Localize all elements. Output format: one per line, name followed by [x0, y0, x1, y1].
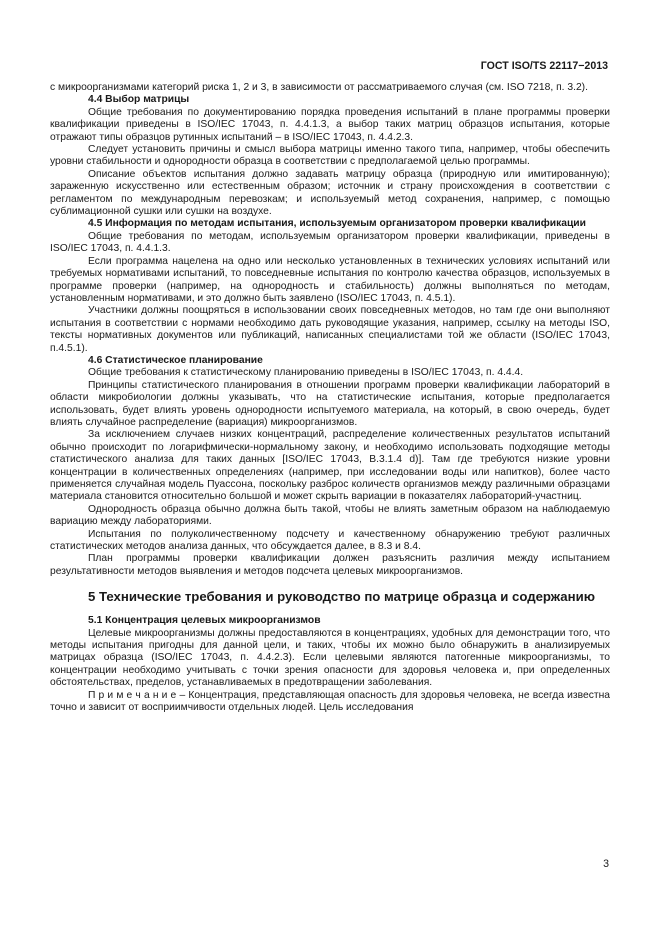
paragraph: Участники должны поощряться в использовании своих повседневных методов, но там где они выполняют испытания в соответствии с нормами необходимо дать руководящие указания, например, ссылку на методы ISO, тексты нормативных документов или публикаций, написанных специалистами той же области (ISO/IEC 17043, п.4.5.1). [50, 305, 610, 354]
paragraph: с микроорганизмами категорий риска 1, 2 и 3, в зависимости от рассматриваемого случая (см. ISO 7218, п. 3.2). [50, 82, 588, 93]
paragraph: Общие требования к статистическому планированию приведены в ISO/IEC 17043, п. 4.4.4. [88, 367, 524, 379]
note-paragraph [50, 690, 610, 715]
paragraph: План программы проверки квалификации должен разъяснить различия между испытанием результативности методов выявления и методов подсчета целевых микроорганизмов. [50, 553, 610, 577]
subsection-heading-4-4: 4.4 Выбор матрицы [88, 94, 190, 106]
paragraph: Целевые микроорганизмы должны предоставляются в концентрациях, удобных для демонстрации того, что методы испытания пригодны для данной цели, и таких, чтобы их можно было обнаружить в анализируемых матрицах образца (ISO/IEC 17043, п. 4.4.2.3). Если целевыми являются патогенные микроорганизмы, то концентрации необходимо учитывать с точки зрения опасности для здоровья человека и, при определенных обстоятельствах, пределов, устанавливаемых в предотвращении заболевания. [50, 627, 610, 689]
page-number: 3 [603, 858, 609, 870]
note-label: П р и м е ч а н и е [88, 689, 177, 701]
paragraph: Следует установить причины и смысл выбора матрицы именно такого типа, например, чтобы обеспечить уровни стабильности и однородности образца в соответствии с предполагаемой целью программы. [50, 144, 610, 168]
note-text: – Концентрация, представляющая опасность для здоровья человека, не всегда известна точно и зависит от восприимчивости отдельных людей. Цель исследования [50, 689, 610, 714]
subsection-heading-4-5: 4.5 Информация по методам испытания, используемым организатором проверки квалификации [88, 218, 586, 230]
paragraph: Если программа нацелена на одно или несколько установленных в технических условиях испытаний или требуемых нормативами испытаний, то повседневные испытания по контролю качества образцов, используемых в программе проверки (например, на однородность и стабильность) должны выполняться по методам, установленным нормативами, и это должно быть заявлено (ISO/IEC 17043, п. 4.5.1). [50, 255, 610, 304]
paragraph: Описание объектов испытания должно задавать матрицу образца (природную или имитированную); зараженную искусственно или естественным образом; источник и страну происхождения в соответствии с регламентом по международным перевозкам; и используемый метод сохранения, например, с помощью сублимационной сушки или сушки на воздухе. [50, 168, 610, 218]
subsection-heading-4-6: 4.6 Статистическое планирование [88, 354, 263, 366]
section-heading-5: 5 Технические требования и руководство по матрице образца и содержанию [88, 589, 595, 605]
paragraph: Однородность образца обычно должна быть такой, чтобы не влиять заметным образом на наблюдаемую вариацию между лабораториями. [50, 503, 610, 528]
subsection-heading-5-1: 5.1 Концентрация целевых микроорганизмов [88, 615, 321, 627]
paragraph: Общие требования по документированию порядка проведения испытаний в плане программы проверки квалификации приведены в ISO/IEC 17043, п. 4.4.1.3, а выбор таких матриц образцов испытания, которые отражают типы образцов рутинных испытаний – в ISO/IEC 17043, п. 4.4.2.3. [50, 106, 610, 143]
paragraph: Испытания по полуколичественному подсчету и качественному обнаружению требуют различных статистических методов анализа данных, что обсуждается далее, в 8.3 и 8.4. [50, 528, 610, 553]
document-body [50, 82, 610, 715]
paragraph: За исключением случаев низких концентраций, распределение количественных результатов испытаний обычно происходит по логарифмически-нормальному закону, и необходимо использовать подходящие методы статистического анализа для таких данных [ISO/IEC 17043, В.3.1.4 d)]. Там где требуются низкие уровни концентрации в количественных определениях (например, при исследовании воды или напитков), более часто применяется случайная модель Пуассона, поскольку разброс количеств организмов между различными образцами материала становится относительно большой и может скрыть вариации в показателях лабораторий-участниц. [50, 429, 610, 503]
document-header: ГОСТ ISO/TS 22117−2013 [480, 60, 608, 72]
paragraph: Общие требования по методам, используемым организатором проверки квалификации, приведены в ISO/IEC 17043, п. 4.4.1.3. [50, 230, 610, 255]
paragraph: Принципы статистического планирования в отношении программ проверки квалификации лабораторий в области микробиологии должны указывать, что на статистические испытания, которые предполагается использовать, будет влиять уровень однородности испытуемого материала, на который, в свою очередь, будет влиять случайное распределение (вариация) микроорганизмов. [50, 379, 610, 428]
